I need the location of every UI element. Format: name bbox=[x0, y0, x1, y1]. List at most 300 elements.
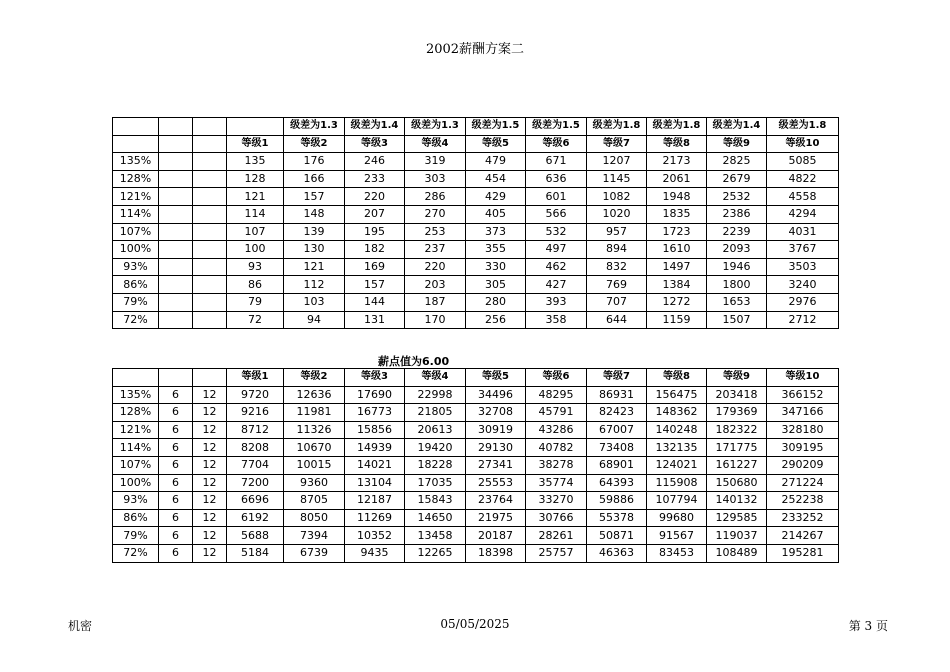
table-cell: 20613 bbox=[405, 421, 466, 439]
table-cell: 121% bbox=[113, 188, 159, 206]
table-cell: 34496 bbox=[466, 386, 526, 404]
table-cell: 119037 bbox=[707, 527, 767, 545]
table-cell: 等级2 bbox=[284, 135, 345, 153]
table-cell: 等级2 bbox=[284, 369, 345, 387]
table-cell: 366152 bbox=[767, 386, 839, 404]
table-cell: 135% bbox=[113, 153, 159, 171]
table-cell: 121 bbox=[284, 258, 345, 276]
table-cell: 280 bbox=[466, 293, 526, 311]
table-cell: 2386 bbox=[707, 205, 767, 223]
table-cell: 4822 bbox=[767, 170, 839, 188]
table-cell: 等级1 bbox=[227, 135, 284, 153]
table-cell: 187 bbox=[405, 293, 466, 311]
table-cell: 135% bbox=[113, 386, 159, 404]
table-cell: 40782 bbox=[526, 439, 587, 457]
table-row bbox=[113, 153, 839, 171]
table-cell: 等级7 bbox=[587, 135, 647, 153]
table-cell: 18228 bbox=[405, 456, 466, 474]
table-cell: 93 bbox=[227, 258, 284, 276]
table-cell: 21805 bbox=[405, 404, 466, 422]
table-row bbox=[113, 509, 839, 527]
table-cell: 166 bbox=[284, 170, 345, 188]
table-cell bbox=[159, 223, 193, 241]
table-cell: 等级3 bbox=[345, 369, 405, 387]
table-cell: 107% bbox=[113, 223, 159, 241]
table-cell: 79 bbox=[227, 293, 284, 311]
table-cell: 12 bbox=[193, 456, 227, 474]
table-cell: 6 bbox=[159, 492, 193, 510]
table-cell: 14939 bbox=[345, 439, 405, 457]
table-cell: 级差为1.8 bbox=[647, 118, 707, 136]
table-cell: 156475 bbox=[647, 386, 707, 404]
table-cell: 157 bbox=[345, 276, 405, 294]
table-cell bbox=[227, 118, 284, 136]
table-cell: 48295 bbox=[526, 386, 587, 404]
table-cell: 17690 bbox=[345, 386, 405, 404]
table-cell: 179369 bbox=[707, 404, 767, 422]
table-cell: 7704 bbox=[227, 456, 284, 474]
table-cell: 73408 bbox=[587, 439, 647, 457]
table-cell: 271224 bbox=[767, 474, 839, 492]
table-cell: 等级3 bbox=[345, 135, 405, 153]
table-cell: 601 bbox=[526, 188, 587, 206]
header-row bbox=[113, 369, 839, 387]
table-cell bbox=[159, 188, 193, 206]
table-cell: 5184 bbox=[227, 544, 284, 562]
table-cell: 128% bbox=[113, 170, 159, 188]
table-cell: 132135 bbox=[647, 439, 707, 457]
table-cell: 832 bbox=[587, 258, 647, 276]
table-cell: 182 bbox=[345, 241, 405, 259]
table-cell: 6 bbox=[159, 474, 193, 492]
table-cell bbox=[159, 170, 193, 188]
table-cell: 129585 bbox=[707, 509, 767, 527]
point-value-caption: 薪点值为6.00 bbox=[378, 355, 450, 368]
table-cell: 4031 bbox=[767, 223, 839, 241]
table-cell: 9360 bbox=[284, 474, 345, 492]
table-row bbox=[113, 293, 839, 311]
table-cell: 319 bbox=[405, 153, 466, 171]
table-cell: 114% bbox=[113, 439, 159, 457]
table-cell: 级差为1.4 bbox=[345, 118, 405, 136]
table-cell: 12187 bbox=[345, 492, 405, 510]
table-cell: 107794 bbox=[647, 492, 707, 510]
header-row bbox=[113, 135, 839, 153]
table-cell: 305 bbox=[466, 276, 526, 294]
table-cell: 级差为1.5 bbox=[526, 118, 587, 136]
table-cell: 462 bbox=[526, 258, 587, 276]
table-row bbox=[113, 241, 839, 259]
table-cell: 12265 bbox=[405, 544, 466, 562]
confidential-label: 机密 bbox=[68, 619, 93, 633]
table-cell: 8712 bbox=[227, 421, 284, 439]
table-cell bbox=[159, 258, 193, 276]
table-cell: 8705 bbox=[284, 492, 345, 510]
table-cell: 67007 bbox=[587, 421, 647, 439]
table-cell: 148 bbox=[284, 205, 345, 223]
table-cell: 894 bbox=[587, 241, 647, 259]
table-cell: 429 bbox=[466, 188, 526, 206]
table-cell: 479 bbox=[466, 153, 526, 171]
table-cell: 10015 bbox=[284, 456, 345, 474]
table-cell: 355 bbox=[466, 241, 526, 259]
table-cell: 373 bbox=[466, 223, 526, 241]
table-cell: 170 bbox=[405, 311, 466, 329]
table-cell: 103 bbox=[284, 293, 345, 311]
table-cell: 427 bbox=[526, 276, 587, 294]
table-cell bbox=[193, 170, 227, 188]
table-cell: 7200 bbox=[227, 474, 284, 492]
table-cell bbox=[113, 135, 159, 153]
table-row bbox=[113, 474, 839, 492]
table-cell: 12 bbox=[193, 439, 227, 457]
table-cell: 93% bbox=[113, 492, 159, 510]
table-cell: 9216 bbox=[227, 404, 284, 422]
table-cell bbox=[113, 118, 159, 136]
table-cell: 1082 bbox=[587, 188, 647, 206]
table-cell: 169 bbox=[345, 258, 405, 276]
table-cell: 270 bbox=[405, 205, 466, 223]
table-cell: 203418 bbox=[707, 386, 767, 404]
table-cell: 等级4 bbox=[405, 369, 466, 387]
table-cell: 1020 bbox=[587, 205, 647, 223]
table-cell: 13104 bbox=[345, 474, 405, 492]
table-cell: 等级6 bbox=[526, 135, 587, 153]
table-cell: 14650 bbox=[405, 509, 466, 527]
table-cell bbox=[159, 241, 193, 259]
table-cell: 246 bbox=[345, 153, 405, 171]
table-cell: 1800 bbox=[707, 276, 767, 294]
table-cell: 148362 bbox=[647, 404, 707, 422]
table-cell: 7394 bbox=[284, 527, 345, 545]
table-cell: 86 bbox=[227, 276, 284, 294]
table-row bbox=[113, 386, 839, 404]
table-cell: 220 bbox=[405, 258, 466, 276]
table-cell: 2532 bbox=[707, 188, 767, 206]
table-cell: 114 bbox=[227, 205, 284, 223]
table-cell bbox=[193, 293, 227, 311]
table-cell: 级差为1.3 bbox=[405, 118, 466, 136]
table-cell: 1507 bbox=[707, 311, 767, 329]
table-cell: 99680 bbox=[647, 509, 707, 527]
table-cell: 1145 bbox=[587, 170, 647, 188]
table-cell bbox=[193, 188, 227, 206]
table-cell: 6192 bbox=[227, 509, 284, 527]
table-cell bbox=[159, 118, 193, 136]
table-cell: 14021 bbox=[345, 456, 405, 474]
table-cell: 6 bbox=[159, 386, 193, 404]
table-cell: 94 bbox=[284, 311, 345, 329]
table-cell: 2239 bbox=[707, 223, 767, 241]
table-cell bbox=[193, 258, 227, 276]
table-cell: 358 bbox=[526, 311, 587, 329]
table-cell: 140248 bbox=[647, 421, 707, 439]
table-cell: 1207 bbox=[587, 153, 647, 171]
table-cell: 82423 bbox=[587, 404, 647, 422]
table-cell: 3503 bbox=[767, 258, 839, 276]
table-cell: 等级6 bbox=[526, 369, 587, 387]
table-cell: 91567 bbox=[647, 527, 707, 545]
table-cell: 12 bbox=[193, 474, 227, 492]
table-cell: 12 bbox=[193, 492, 227, 510]
table-cell: 10352 bbox=[345, 527, 405, 545]
page-title: 2002薪酬方案二 bbox=[425, 42, 525, 57]
table-cell bbox=[193, 276, 227, 294]
table-cell: 35774 bbox=[526, 474, 587, 492]
table-cell: 393 bbox=[526, 293, 587, 311]
table-cell: 18398 bbox=[466, 544, 526, 562]
table-cell: 140132 bbox=[707, 492, 767, 510]
table-cell: 22998 bbox=[405, 386, 466, 404]
table-cell: 20187 bbox=[466, 527, 526, 545]
table-cell: 100% bbox=[113, 241, 159, 259]
table-cell bbox=[159, 369, 193, 387]
table-cell: 328180 bbox=[767, 421, 839, 439]
table-cell: 72% bbox=[113, 544, 159, 562]
table-cell: 86931 bbox=[587, 386, 647, 404]
table-row bbox=[113, 258, 839, 276]
table-cell: 等级5 bbox=[466, 135, 526, 153]
table-cell: 108489 bbox=[707, 544, 767, 562]
table-cell: 1272 bbox=[647, 293, 707, 311]
table-cell: 27341 bbox=[466, 456, 526, 474]
table-cell: 1948 bbox=[647, 188, 707, 206]
table-cell: 6 bbox=[159, 509, 193, 527]
table-cell: 1159 bbox=[647, 311, 707, 329]
table-row bbox=[113, 205, 839, 223]
table-cell: 23764 bbox=[466, 492, 526, 510]
table-row bbox=[113, 544, 839, 562]
table-cell: 671 bbox=[526, 153, 587, 171]
table-cell: 330 bbox=[466, 258, 526, 276]
table-cell: 等级8 bbox=[647, 135, 707, 153]
table-cell: 1610 bbox=[647, 241, 707, 259]
page-number: 第 3 页 bbox=[848, 619, 888, 633]
table-cell: 454 bbox=[466, 170, 526, 188]
table-cell: 29130 bbox=[466, 439, 526, 457]
table-cell: 72 bbox=[227, 311, 284, 329]
table-cell: 1497 bbox=[647, 258, 707, 276]
table-cell: 405 bbox=[466, 205, 526, 223]
table-cell: 2093 bbox=[707, 241, 767, 259]
table-cell: 769 bbox=[587, 276, 647, 294]
table-cell bbox=[159, 153, 193, 171]
table-cell: 17035 bbox=[405, 474, 466, 492]
table-cell: 8208 bbox=[227, 439, 284, 457]
table-cell: 4294 bbox=[767, 205, 839, 223]
table-cell: 79% bbox=[113, 293, 159, 311]
table-cell: 59886 bbox=[587, 492, 647, 510]
table-cell: 级差为1.5 bbox=[466, 118, 526, 136]
table-cell: 64393 bbox=[587, 474, 647, 492]
table-cell: 等级4 bbox=[405, 135, 466, 153]
table-row bbox=[113, 188, 839, 206]
table-cell bbox=[193, 241, 227, 259]
table-cell: 347166 bbox=[767, 404, 839, 422]
table-cell: 9435 bbox=[345, 544, 405, 562]
table-cell: 121% bbox=[113, 421, 159, 439]
table-cell bbox=[159, 311, 193, 329]
table-cell: 2173 bbox=[647, 153, 707, 171]
table-cell: 12 bbox=[193, 386, 227, 404]
table-cell: 707 bbox=[587, 293, 647, 311]
table-cell: 38278 bbox=[526, 456, 587, 474]
table-cell bbox=[193, 223, 227, 241]
table-cell: 等级10 bbox=[767, 369, 839, 387]
table-cell: 等级10 bbox=[767, 135, 839, 153]
table-row bbox=[113, 456, 839, 474]
table-cell: 161227 bbox=[707, 456, 767, 474]
table-row bbox=[113, 527, 839, 545]
salary-table bbox=[112, 368, 839, 563]
table-cell: 72% bbox=[113, 311, 159, 329]
table-cell: 1723 bbox=[647, 223, 707, 241]
table-cell: 28261 bbox=[526, 527, 587, 545]
table-cell: 2712 bbox=[767, 311, 839, 329]
table-cell: 220 bbox=[345, 188, 405, 206]
table-cell bbox=[159, 135, 193, 153]
table-cell: 176 bbox=[284, 153, 345, 171]
table-cell: 等级9 bbox=[707, 369, 767, 387]
table-cell: 30766 bbox=[526, 509, 587, 527]
table-cell: 195281 bbox=[767, 544, 839, 562]
table-cell: 8050 bbox=[284, 509, 345, 527]
table-row bbox=[113, 421, 839, 439]
table-cell: 6739 bbox=[284, 544, 345, 562]
table-cell: 114% bbox=[113, 205, 159, 223]
table-row bbox=[113, 311, 839, 329]
table-cell: 级差为1.8 bbox=[587, 118, 647, 136]
table-cell: 6 bbox=[159, 404, 193, 422]
table-cell: 等级9 bbox=[707, 135, 767, 153]
table-cell: 32708 bbox=[466, 404, 526, 422]
table-cell: 100% bbox=[113, 474, 159, 492]
table-cell: 4558 bbox=[767, 188, 839, 206]
table-cell: 6 bbox=[159, 456, 193, 474]
table-cell: 2061 bbox=[647, 170, 707, 188]
table-cell bbox=[159, 293, 193, 311]
table-cell: 252238 bbox=[767, 492, 839, 510]
table-cell: 1384 bbox=[647, 276, 707, 294]
table-cell: 25757 bbox=[526, 544, 587, 562]
table-cell: 6 bbox=[159, 527, 193, 545]
table-cell: 2825 bbox=[707, 153, 767, 171]
table-cell: 303 bbox=[405, 170, 466, 188]
table-cell: 957 bbox=[587, 223, 647, 241]
table-cell: 12 bbox=[193, 544, 227, 562]
table-cell: 12 bbox=[193, 421, 227, 439]
table-cell bbox=[193, 311, 227, 329]
table-cell: 214267 bbox=[767, 527, 839, 545]
table-row bbox=[113, 170, 839, 188]
table-cell: 11326 bbox=[284, 421, 345, 439]
table-cell: 13458 bbox=[405, 527, 466, 545]
table-cell: 30919 bbox=[466, 421, 526, 439]
table-row bbox=[113, 223, 839, 241]
table-cell: 等级7 bbox=[587, 369, 647, 387]
table-cell: 233252 bbox=[767, 509, 839, 527]
table-cell: 45791 bbox=[526, 404, 587, 422]
table-cell: 124021 bbox=[647, 456, 707, 474]
table-cell: 636 bbox=[526, 170, 587, 188]
table-cell: 55378 bbox=[587, 509, 647, 527]
table-cell: 级差为1.4 bbox=[707, 118, 767, 136]
table-cell: 6 bbox=[159, 544, 193, 562]
table-cell: 128 bbox=[227, 170, 284, 188]
table-row bbox=[113, 492, 839, 510]
table-cell: 3240 bbox=[767, 276, 839, 294]
table-cell: 46363 bbox=[587, 544, 647, 562]
table-cell: 12 bbox=[193, 404, 227, 422]
table-cell: 6 bbox=[159, 421, 193, 439]
table-cell: 195 bbox=[345, 223, 405, 241]
table-cell: 139 bbox=[284, 223, 345, 241]
footer-date: 05/05/2025 bbox=[440, 617, 510, 631]
table-cell bbox=[193, 369, 227, 387]
table-cell: 11269 bbox=[345, 509, 405, 527]
table-cell: 19420 bbox=[405, 439, 466, 457]
table-cell: 级差为1.8 bbox=[767, 118, 839, 136]
table-cell bbox=[113, 369, 159, 387]
table-cell: 15843 bbox=[405, 492, 466, 510]
table-row bbox=[113, 439, 839, 457]
table-cell: 115908 bbox=[647, 474, 707, 492]
table-cell: 135 bbox=[227, 153, 284, 171]
table-cell: 86% bbox=[113, 509, 159, 527]
table-cell: 2679 bbox=[707, 170, 767, 188]
table-cell: 等级5 bbox=[466, 369, 526, 387]
table-row bbox=[113, 404, 839, 422]
table-cell: 25553 bbox=[466, 474, 526, 492]
table-cell: 5688 bbox=[227, 527, 284, 545]
table-cell: 43286 bbox=[526, 421, 587, 439]
table-cell: 182322 bbox=[707, 421, 767, 439]
table-cell: 16773 bbox=[345, 404, 405, 422]
table-cell: 级差为1.3 bbox=[284, 118, 345, 136]
table-cell: 50871 bbox=[587, 527, 647, 545]
table-cell bbox=[193, 118, 227, 136]
table-cell: 86% bbox=[113, 276, 159, 294]
table-cell: 79% bbox=[113, 527, 159, 545]
table-cell: 83453 bbox=[647, 544, 707, 562]
table-cell: 12636 bbox=[284, 386, 345, 404]
spacing-row bbox=[113, 118, 839, 136]
table-cell: 309195 bbox=[767, 439, 839, 457]
table-cell: 497 bbox=[526, 241, 587, 259]
table-cell: 12 bbox=[193, 509, 227, 527]
table-cell: 150680 bbox=[707, 474, 767, 492]
table-cell: 6696 bbox=[227, 492, 284, 510]
table-cell: 253 bbox=[405, 223, 466, 241]
table-cell: 144 bbox=[345, 293, 405, 311]
table-cell: 256 bbox=[466, 311, 526, 329]
table-cell: 68901 bbox=[587, 456, 647, 474]
table-cell bbox=[193, 153, 227, 171]
table-cell: 11981 bbox=[284, 404, 345, 422]
table-cell: 121 bbox=[227, 188, 284, 206]
table-cell: 237 bbox=[405, 241, 466, 259]
table-cell: 93% bbox=[113, 258, 159, 276]
table-cell: 171775 bbox=[707, 439, 767, 457]
table-cell: 128% bbox=[113, 404, 159, 422]
table-cell: 6 bbox=[159, 439, 193, 457]
table-cell: 112 bbox=[284, 276, 345, 294]
table-cell: 157 bbox=[284, 188, 345, 206]
table-cell: 131 bbox=[345, 311, 405, 329]
table-cell bbox=[193, 205, 227, 223]
table-cell: 12 bbox=[193, 527, 227, 545]
table-row bbox=[113, 276, 839, 294]
